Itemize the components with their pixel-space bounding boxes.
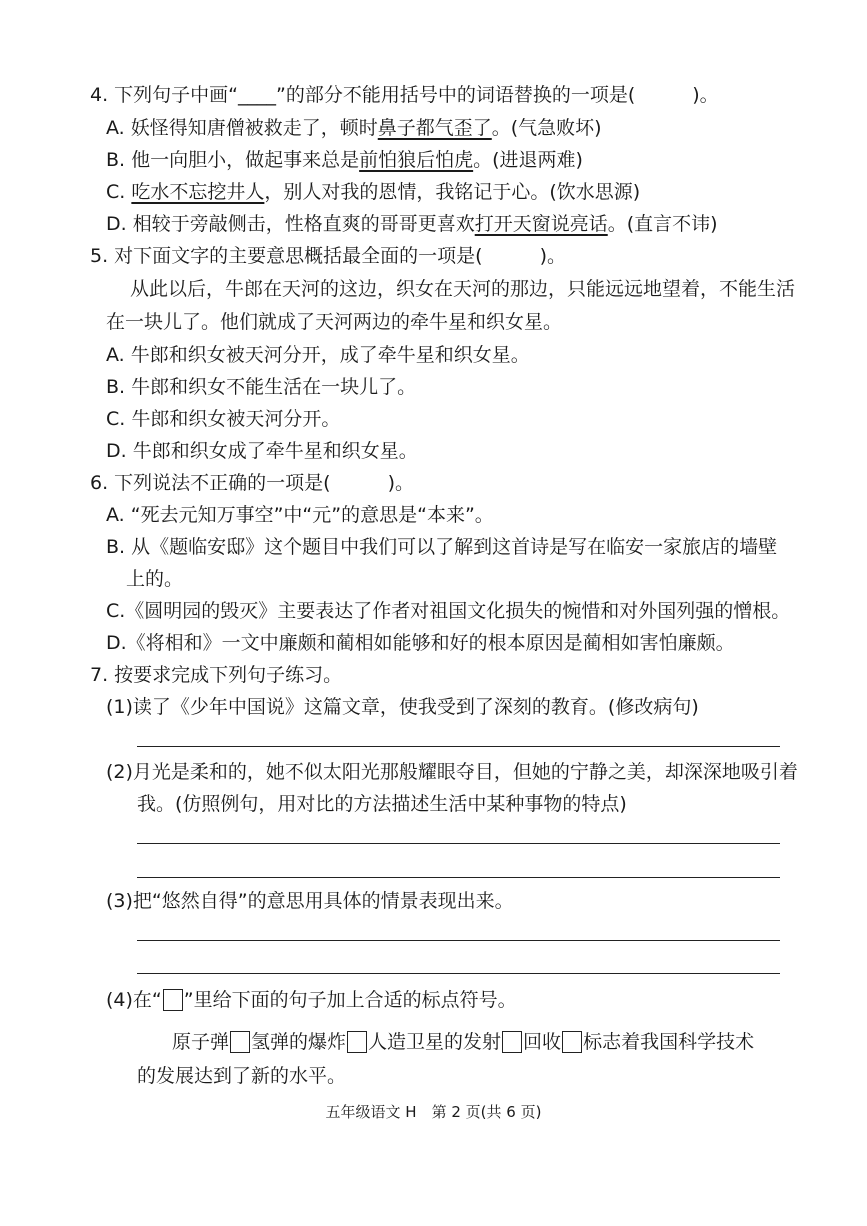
punct-box[interactable] — [502, 1031, 522, 1053]
option-text: 。(进退两难) — [473, 149, 583, 171]
underlined-phrase: 打开天窗说亮话 — [474, 213, 608, 235]
part-text: 在“ — [132, 989, 162, 1011]
punct-sentence-line-1 — [172, 1027, 754, 1057]
punct-box[interactable] — [347, 1031, 367, 1053]
q5-option-b: B. 牛郎和织女不能生活在一块儿了。 — [106, 376, 417, 398]
q4-stem: 4. 下列句子中画“____”的部分不能用括号中的词语替换的一项是( )。 — [90, 84, 719, 106]
sentence-segment: 氢弹的爆炸 — [251, 1031, 347, 1053]
q5-passage-line-1: 从此以后，牛郎在天河的这边，织女在天河的那边，只能远远地望着，不能生活 — [130, 278, 796, 300]
page-footer: 五年级语文 H 第 2 页(共 6 页) — [325, 1103, 542, 1121]
q6-option-b-cont: 上的。 — [126, 568, 184, 590]
option-text: D. 相较于旁敲侧击，性格直爽的哥哥更喜欢 — [106, 213, 475, 235]
underlined-phrase: 鼻子都气歪了 — [377, 117, 492, 139]
punct-box[interactable] — [230, 1031, 250, 1053]
q6-stem: 6. 下列说法不正确的一项是( )。 — [90, 472, 414, 494]
q5-option-a: A. 牛郎和织女被天河分开，成了牵牛星和织女星。 — [106, 344, 530, 366]
part-label: (1) — [106, 696, 133, 718]
option-text: B. 他一向胆小，做起事来总是 — [106, 149, 360, 171]
q4-option-a — [106, 113, 602, 143]
q7-part-1 — [106, 692, 699, 722]
punct-box-sample — [163, 989, 183, 1011]
part-text: 读了《少年中国说》这篇文章，使我受到了深刻的教育。(修改病句) — [132, 696, 699, 718]
option-text: A. 妖怪得知唐僧被救走了，顿时 — [106, 117, 378, 139]
option-text: 。(气急败坏) — [491, 117, 602, 139]
part-text: 把“悠然自得”的意思用具体的情景表现出来。 — [132, 890, 514, 912]
answer-line[interactable] — [137, 877, 780, 878]
underlined-phrase: 吃水不忘挖井人 — [131, 181, 265, 203]
answer-line[interactable] — [137, 973, 780, 974]
punct-sentence-line-2: 的发展达到了新的水平。 — [137, 1065, 347, 1087]
q7-part-3 — [106, 886, 514, 916]
punct-box[interactable] — [562, 1031, 582, 1053]
sentence-segment: 回收 — [523, 1031, 562, 1053]
part-label: (4) — [106, 989, 133, 1011]
option-text: 。(直言不讳) — [607, 213, 718, 235]
q7-part-4 — [106, 985, 517, 1015]
q6-option-b: B. 从《题临安邸》这个题目中我们可以了解到这首诗是写在临安一家旅店的墙壁 — [106, 536, 778, 558]
part-label: (2) — [106, 761, 133, 783]
part-text: 月光是柔和的，她不似太阳光那般耀眼夺目，但她的宁静之美，却深深地吸引着 — [132, 761, 798, 783]
q4-option-d — [106, 209, 718, 239]
option-text: ，别人对我的恩情，我铭记于心。(饮水思源) — [264, 181, 641, 203]
q5-stem: 5. 对下面文字的主要意思概括最全面的一项是( )。 — [90, 245, 566, 267]
q4-option-c — [106, 177, 640, 207]
option-text: C. — [106, 181, 132, 203]
answer-line[interactable] — [137, 940, 780, 941]
q7-part-2 — [106, 757, 798, 787]
sentence-segment: 标志着我国科学技术 — [583, 1031, 755, 1053]
q4-option-b — [106, 145, 583, 175]
answer-line[interactable] — [137, 746, 780, 747]
q7-part-2-cont: 我。(仿照例句，用对比的方法描述生活中某种事物的特点) — [137, 793, 627, 815]
q6-option-c: C.《圆明园的毁灭》主要表达了作者对祖国文化损失的惋惜和对外国列强的憎根。 — [106, 600, 791, 622]
part-text: ”里给下面的句子加上合适的标点符号。 — [183, 989, 517, 1011]
sentence-segment: 人造卫星的发射 — [368, 1031, 502, 1053]
q5-option-c: C. 牛郎和织女被天河分开。 — [106, 408, 341, 430]
sentence-segment: 原子弹 — [172, 1031, 230, 1053]
q5-passage-line-2: 在一块儿了。他们就成了天河两边的牵牛星和织女星。 — [106, 311, 563, 333]
part-label: (3) — [106, 890, 133, 912]
answer-line[interactable] — [137, 843, 780, 844]
q6-option-a: A. “死去元知万事空”中“元”的意思是“本来”。 — [106, 504, 494, 526]
q7-stem: 7. 按要求完成下列句子练习。 — [90, 664, 343, 686]
q6-option-d: D.《将相和》一文中廉颇和蔺相如能够和好的根本原因是蔺相如害怕廉颇。 — [106, 632, 735, 654]
q5-option-d: D. 牛郎和织女成了牵牛星和织女星。 — [106, 440, 418, 462]
underlined-phrase: 前怕狼后怕虎 — [359, 149, 474, 171]
